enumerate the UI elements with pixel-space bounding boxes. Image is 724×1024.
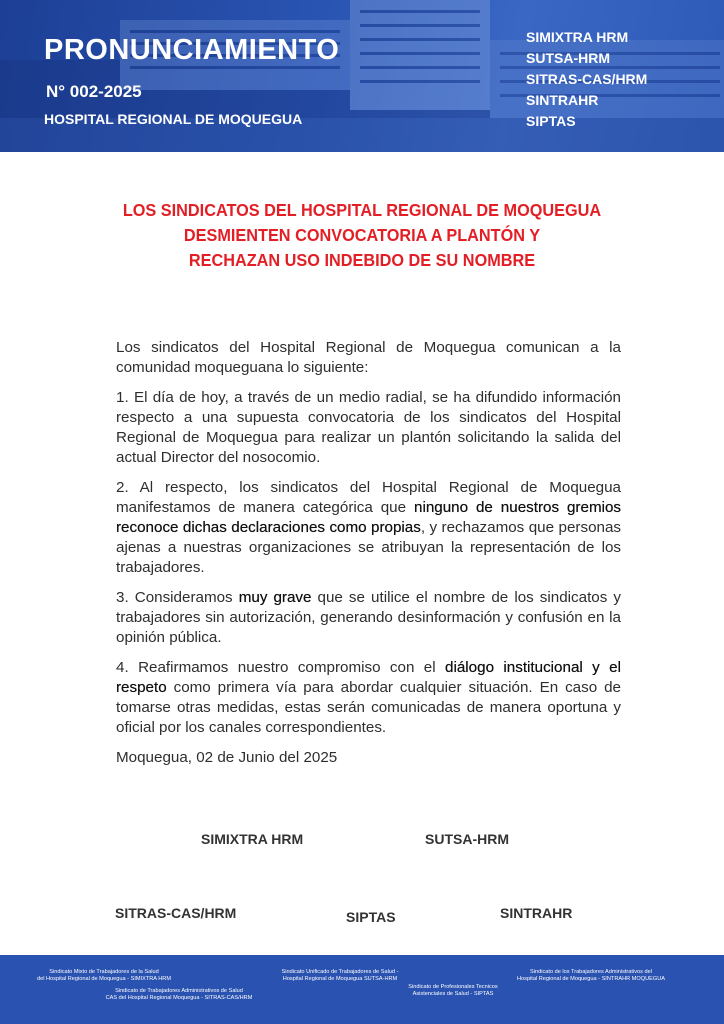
footer-line: Sindicato Unificado de Trabajadores de Salud - [281,969,399,975]
paragraph-3 [116,588,621,648]
document-number: N° 002-2025 [46,82,142,101]
p3-text: 3. Consideramos [116,589,239,606]
union-list [526,27,647,132]
footer-line: CAS del Hospital Regional Moquegua - SITRAS-CAS/HRM [105,995,253,1001]
hospital-name: HOSPITAL REGIONAL DE MOQUEGUA [44,111,303,127]
intro-paragraph: Los sindicatos del Hospital Regional de Moquegua comunican a la comunidad moqueguana lo siguiente: [116,339,621,376]
date-line: Moquegua, 02 de Junio del 2025 [116,749,338,766]
p2-text-end: , y rechazamos que personas ajenas a nuestras organizaciones se atribuyan la representación de los trabajadores. [116,519,621,576]
union-item: SIPTAS [526,113,576,129]
footer-line: Hospital Regional de Moquegua - SINTRAHR MOQUEGUA [517,976,665,982]
footer-line: Sindicato de Profesionales Tecnicos [408,984,498,990]
union-item: SITRAS-CAS/HRM [526,71,648,87]
p4-emphasis: diálogo institucional y el respeto [116,659,621,696]
footer-note-simixtra [14,969,194,983]
union-item: SIMIXTRA HRM [526,29,629,45]
p4-text-end: como primera vía para abordar cualquier situación. En caso de tomarse otras medidas, estas serán comunicadas de manera oportuna y oficial por los canales correspondientes. [116,679,621,736]
paragraph-2 [116,478,621,578]
footer-line: Sindicato de los Trabajadores Administrativos del [530,969,652,975]
footer-line: Sindicato de Trabajadores Administrativos de Salud [115,988,243,994]
signature-simixtra: SIMIXTRA HRM [201,831,304,847]
union-item: SUTSA-HRM [526,50,610,66]
footer-line: Hospital Regional de Moquegua SUTSA-HRM [282,976,398,982]
signature-sutsa: SUTSA-HRM [425,831,509,847]
p2-text: 2. Al respecto, los sindicatos del Hospital Regional de Moquegua manifestamos de manera categórica que [116,479,621,516]
footer-line: Sindicato Mixto de Trabajadores de la Salud [49,969,159,975]
footer-note-sintrahr [486,969,696,983]
headline-line: RECHAZAN USO INDEBIDO DE SU NOMBRE [188,250,536,270]
union-item: SINTRAHR [526,92,599,108]
footer-note-siptas [378,984,528,998]
paragraph-4 [116,658,621,738]
headline-line: LOS SINDICATOS DEL HOSPITAL REGIONAL DE MOQUEGUA [122,200,602,220]
p4-text: 4. Reafirmamos nuestro compromiso con el [116,659,446,676]
signature-sintrahr: SINTRAHR [500,905,573,921]
signature-sitras: SITRAS-CAS/HRM [115,905,237,921]
paragraph-1: 1. El día de hoy, a través de un medio radial, se ha difundido información respecto a una supuesta convocatoria de los sindicatos del Hospital Regional de Moquegua para realizar un plantón solicitando la salida del actual Director del nosocomio. [116,389,621,466]
footer-note-sitras [84,988,274,1002]
statement-body [116,338,621,778]
page-title: PRONUNCIAMIENTO [44,34,340,66]
p3-emphasis: muy grave [238,589,312,606]
footer-bar [0,955,724,1024]
footer-line: del Hospital Regional de Moquegua - SIMIXTRA HRM [36,976,171,982]
footer-line: Asistenciales de Salud - SIPTAS [412,991,494,997]
p2-emphasis: ninguno de nuestros gremios reconoce dichas declaraciones como propias [116,499,622,536]
headline-line: DESMIENTEN CONVOCATORIA A PLANTÓN Y [183,225,541,245]
p3-text-end: que se utilice el nombre de los sindicatos y trabajadores sin autorización, generando desinformación y confusión en la opinión pública. [116,589,621,646]
signature-siptas: SIPTAS [346,909,396,925]
footer-note-sutsa [250,969,430,983]
header-banner [0,0,724,152]
headline [60,198,664,273]
